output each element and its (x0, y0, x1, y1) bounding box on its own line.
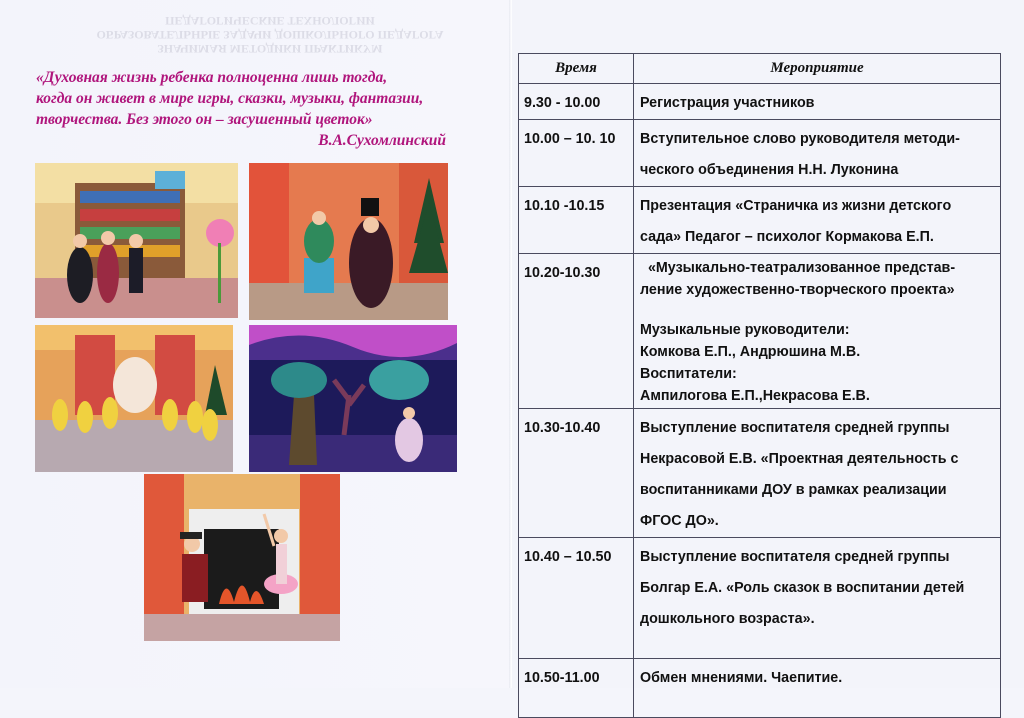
photo-theatre-scene (249, 163, 448, 320)
event-line: Презентация «Страничка из жизни детского (640, 198, 952, 214)
event-line: ческого объединения Н.Н. Луконина (640, 162, 899, 178)
event-line: дошкольного возраста». (640, 611, 815, 627)
event-detail: Музыкальные руководители: (640, 322, 850, 338)
event-line: Вступительное слово руководителя методи- (640, 131, 960, 147)
table-row (519, 538, 1001, 659)
quote-line: творчества. Без этого он – засушенный цветок» (36, 111, 373, 128)
row-event (634, 120, 1001, 187)
event-line: Выступление воспитателя средней группы (640, 549, 950, 565)
row-time: 10.10 -10.15 (519, 187, 634, 254)
event-line: сада» Педагог – психолог Кормакова Е.П. (640, 229, 934, 245)
event-detail: Ампилогова Е.П.,Некрасова Е.В. (640, 388, 870, 404)
row-event (634, 538, 1001, 659)
program-schedule-table (518, 53, 1001, 718)
row-event: Регистрация участников (634, 84, 1001, 120)
left-page (0, 0, 512, 688)
event-detail: Комкова Е.П., Андрюшина М.В. (640, 344, 861, 360)
event-detail: Воспитатели: (640, 366, 737, 382)
event-line: Некрасовой Е.В. «Проектная деятельность с (640, 451, 959, 467)
bleed-line: ЗНАЧИМАЯ МЕТОДИКИ ПРАКТИКУМ (157, 42, 383, 56)
table-row (519, 254, 1001, 409)
row-time: 10.20-10.30 (519, 254, 634, 409)
row-time: 10.30-10.40 (519, 409, 634, 538)
event-line: ление художественно-творческого проекта» (640, 282, 955, 298)
event-line: Болгар Е.А. «Роль сказок в воспитании детей (640, 580, 965, 596)
row-time: 10.00 – 10. 10 (519, 120, 634, 187)
photo-dancing-children (35, 325, 233, 472)
row-time: 9.30 - 10.00 (519, 84, 634, 120)
row-event (634, 254, 1001, 409)
event-line: Выступление воспитателя средней группы (640, 420, 950, 436)
event-line: воспитанниками ДОУ в рамках реализации (640, 482, 947, 498)
table-row (519, 409, 1001, 538)
row-time: 10.40 – 10.50 (519, 538, 634, 659)
table-row (519, 187, 1001, 254)
table-row (519, 659, 1001, 718)
table-row (519, 120, 1001, 187)
bleed-through-text (90, 14, 450, 56)
bleed-line: ОБРАЗОВАТЕЛЬНЫЕ ЗАДАЧИ ДОШКОЛЬНОГО ПЕДАГОГА (96, 28, 444, 42)
photo-night-forest (249, 325, 457, 472)
event-line: ФГОС ДО». (640, 513, 719, 529)
quote-line: «Духовная жизнь ребенка полноценна лишь тогда, (36, 69, 388, 86)
photo-children-library (35, 163, 238, 318)
photo-fireplace-dance (144, 474, 340, 641)
row-event (634, 409, 1001, 538)
table-row (519, 84, 1001, 120)
row-event: Обмен мнениями. Чаепитие. (634, 659, 1001, 718)
row-event (634, 187, 1001, 254)
table-header-row (519, 54, 1001, 84)
column-header-time: Время (519, 54, 634, 84)
quote-author: В.А.Сухомлинский (318, 132, 446, 149)
quote-line: когда он живет в мире игры, сказки, музыки, фантазии, (36, 90, 424, 107)
event-line: «Музыкально-театрализованное представ- (640, 260, 956, 276)
bleed-line: ПЕДАГОГИЧЕСКИЕ ТЕХНОЛОГИИ (165, 14, 375, 28)
epigraph-quote (36, 67, 448, 151)
row-time: 10.50-11.00 (519, 659, 634, 718)
column-header-event: Мероприятие (634, 54, 1001, 84)
